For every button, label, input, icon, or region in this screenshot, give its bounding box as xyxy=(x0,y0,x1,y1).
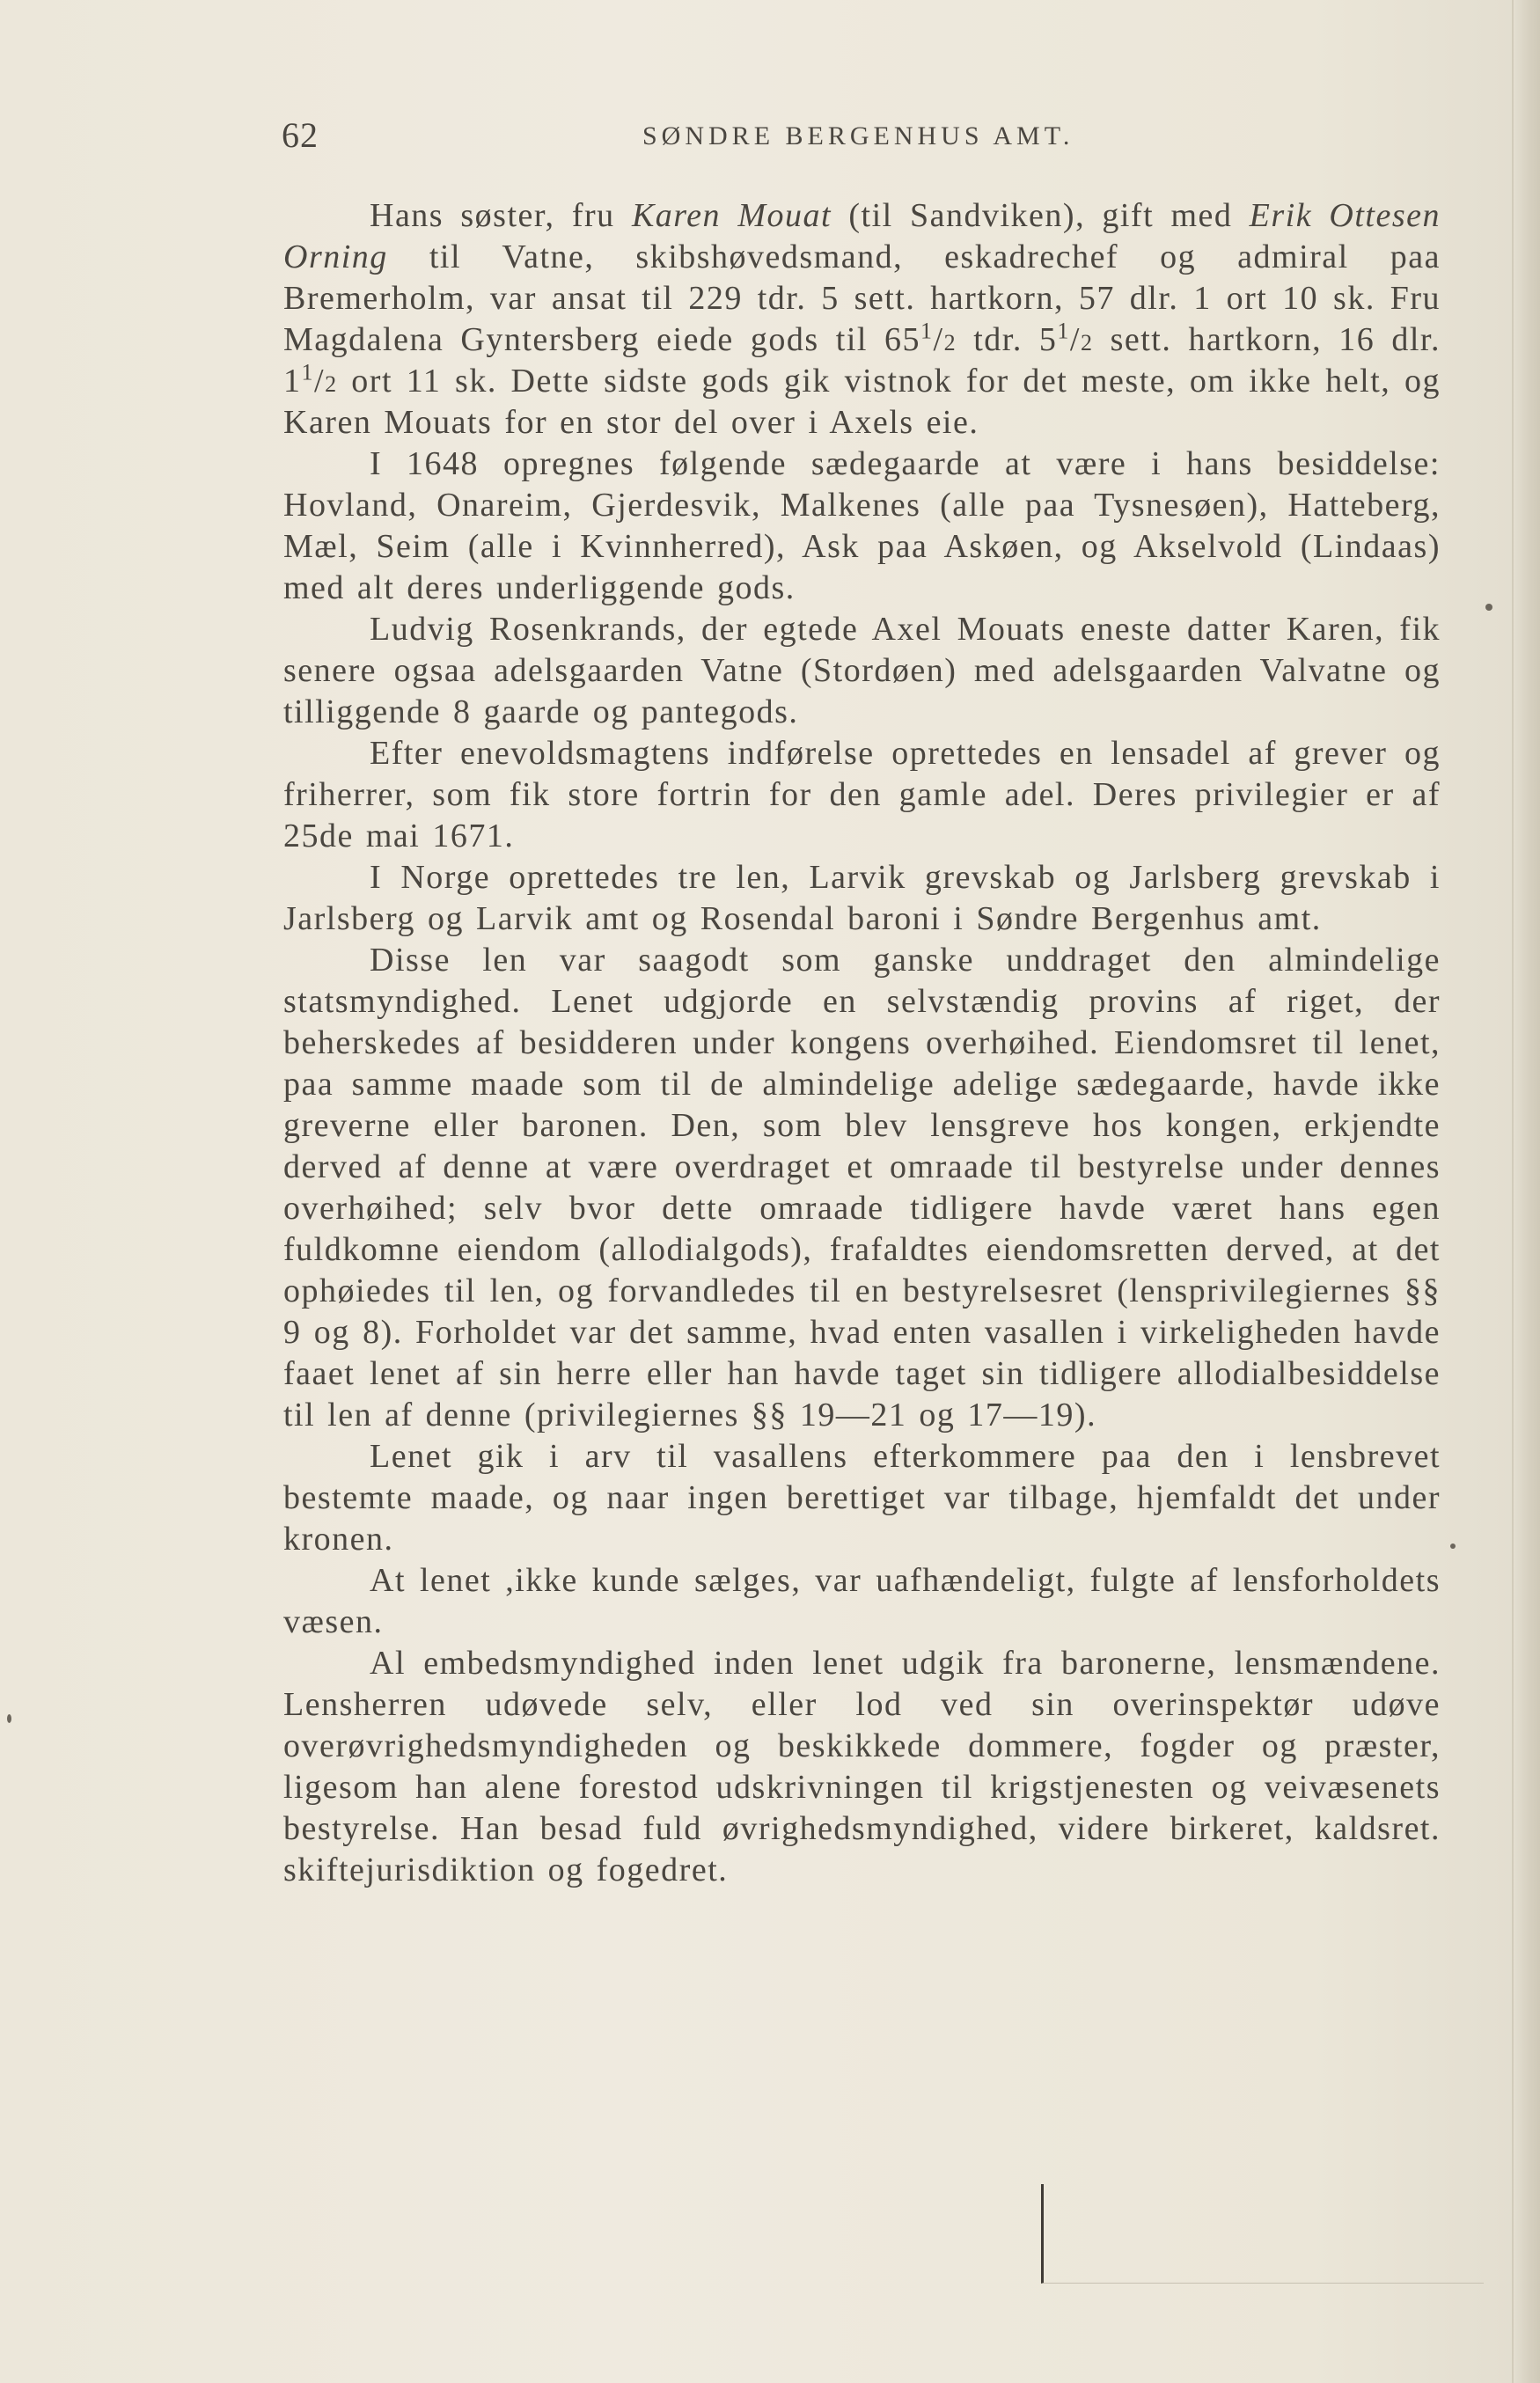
fraction-denominator: 2 xyxy=(943,330,957,356)
ink-speck xyxy=(1485,604,1492,611)
paragraph: I Norge oprettedes tre len, Larvik grevskab og Jarlsberg grevskab i Jarlsberg og Larvik amt og Rosendal baroni i Søndre Bergenhus amt. xyxy=(283,859,1441,937)
paragraph: At lenet ,ikke kunde sælges, var uafhændeligt, fulgte af lensforholdets væsen. xyxy=(283,1562,1441,1640)
ink-speck xyxy=(1450,1543,1456,1549)
fraction-slash: / xyxy=(314,363,326,400)
fraction-numerator: 1 xyxy=(301,359,314,385)
fraction-slash: / xyxy=(1069,321,1081,358)
text-segment: Hans søster, fru xyxy=(370,197,632,234)
fraction-numerator: 1 xyxy=(1057,318,1070,344)
paragraph: Disse len var saagodt som ganske unddraget den almindelige statsmyndighed. Lenet udgjorde en selvstændig provins af riget, der beherskedes af besidderen under kongens overhøihed. Eiendomsret til lenet, paa samme maade som til de almindelige adelige sædegaarde, havde ikke greverne eller baronen. Den, som blev lensgreve hos kongen, erkjendte derved af denne at være overdraget et omraade til bestyrelse under dennes overhøihed; selv bvor dette omraade tidligere havde været hans egen fuldkomne eiendom (allodialgods), frafaldtes eiendomsretten derved, at det ophøiedes til len, og forvandledes til en bestyrelsesret (lensprivilegiernes §§ 9 og 8). Forholdet var det samme, hvad enten vasallen i virkeligheden havde faaet lenet af sin herre eller han havde taget sin tidligere allodialbesiddelse til len af denne (privilegiernes §§ 19—21 og 17—19). xyxy=(283,942,1441,1433)
fraction-slash: / xyxy=(933,321,944,358)
text-segment: sett. hartkorn, 16 dlr. 1 xyxy=(283,321,1441,400)
fraction-denominator: 2 xyxy=(325,371,338,397)
paragraph: Ludvig Rosenkrands, der egtede Axel Mouats eneste datter Karen, fik senere ogsaa adelsgaarden Vatne (Stordøen) med adelsgaarden Valvatne og tilliggende 8 gaarde og pantegods. xyxy=(283,611,1441,730)
text-segment: til Vatne, skibshøvedsmand, eskadrechef og admiral paa Bremerholm, var ansat til 229 tdr. 5 sett. hartkorn, 57 dlr. 1 ort 10 sk. Fru Magdalena Gyntersberg eiede gods til 65 xyxy=(283,238,1441,358)
person-name-italic: Karen Mouat xyxy=(631,197,832,234)
page-header xyxy=(282,114,1452,167)
paragraph: Efter enevoldsmagtens indførelse oprettedes en lensadel af grever og friherrer, som fik store fortrin for den gamle adel. Deres privilegier er af 25de mai 1671. xyxy=(283,735,1441,854)
person-name-italic: Erik Ottesen Orning xyxy=(283,197,1441,275)
ink-speck xyxy=(7,1714,11,1723)
page-number: 62 xyxy=(282,115,319,155)
page-edge-shadow xyxy=(1512,0,1540,2383)
paragraph: Lenet gik i arv til vasallens efterkommere paa den i lensbrevet bestemte maade, og naar ingen berettiget var tilbage, hjemfaldt det under kronen. xyxy=(283,1438,1441,1558)
running-head: SØNDRE BERGENHUS AMT. xyxy=(642,121,1074,150)
text-segment: tdr. 5 xyxy=(957,321,1058,358)
text-segment: (til Sandviken), gift med xyxy=(832,197,1250,234)
paragraph: I 1648 opregnes følgende sædegaarde at være i hans besiddelse: Hovland, Onareim, Gjerdesvik, Malkenes (alle paa Tysnesøen), Hatteberg, Mæl, Seim (alle i Kvinnherred), Ask paa Askøen, og Akselvold (Lindaas) med alt deres underliggende gods. xyxy=(283,445,1441,606)
fraction-numerator: 1 xyxy=(920,318,934,344)
scanner-frame-mark xyxy=(1041,2184,1484,2284)
paragraph xyxy=(283,195,1441,444)
fraction-denominator: 2 xyxy=(1080,330,1094,356)
text-segment: ort 11 sk. Dette sidste gods gik vistnok for det meste, om ikke helt, og Karen Mouats for en stor del over i Axels eie. xyxy=(283,363,1441,441)
body-text xyxy=(283,195,1441,1891)
paragraph: Al embedsmyndighed inden lenet udgik fra baronerne, lensmændene. Lensherren udøvede selv, eller lod ved sin overinspektør udøve overøvrighedsmyndigheden og beskikkede dommere, fogder og præster, ligesom han alene forestod udskrivningen til krigstjenesten og veivæsenets bestyrelse. Han besad fuld øvrighedsmyndighed, videre birkeret, kaldsret. skiftejurisdiktion og fogedret. xyxy=(283,1645,1441,1888)
